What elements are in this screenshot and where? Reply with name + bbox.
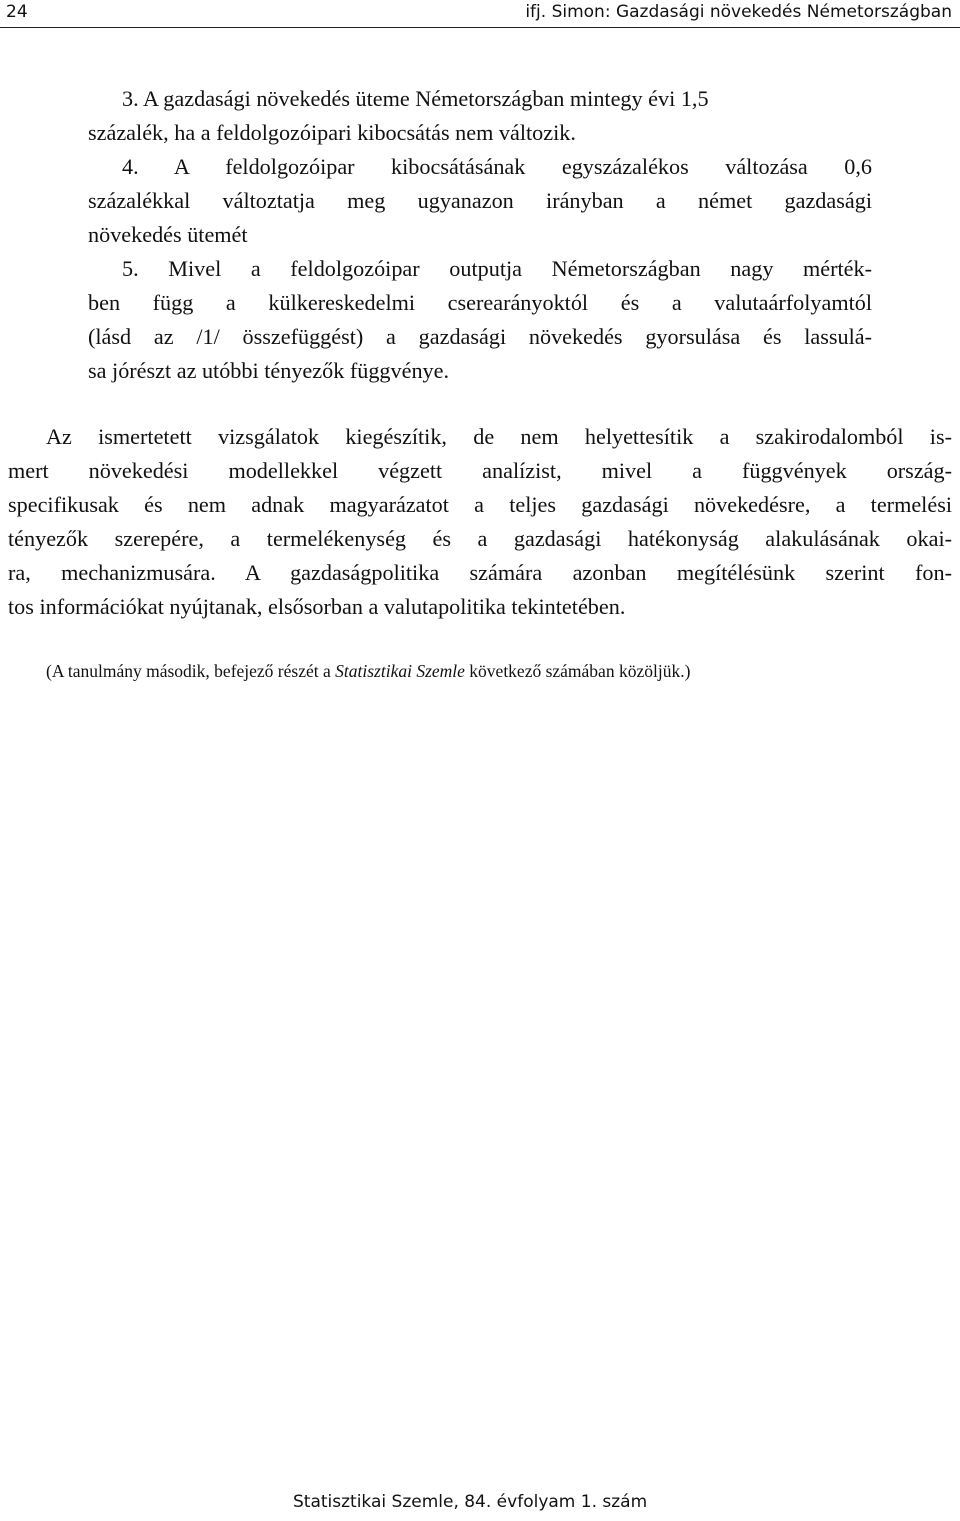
main-paragraph-line-4: tényezők szerepére, a termelékenység és a gazdasági hatékonyság alakulásának okai- bbox=[8, 526, 952, 551]
list-item-3-line-2: százalék, ha a feldolgozóipari kibocsátás nem változik. bbox=[88, 120, 576, 145]
page-header bbox=[0, 0, 960, 28]
page-number: 24 bbox=[6, 2, 28, 22]
list-item-4-line-1: 4. A feldolgozóipar kibocsátásának egyszázalékos változása 0,6 bbox=[122, 154, 872, 179]
continuation-note-before: (A tanulmány második, befejező részét a bbox=[46, 661, 336, 681]
header-rule bbox=[0, 27, 960, 28]
list-item-5-line-3: (lásd az /1/ összefüggést) a gazdasági növekedés gyorsulása és lassulá- bbox=[88, 324, 872, 349]
main-paragraph-line-3: specifikusak és nem adnak magyarázatot a teljes gazdasági növekedésre, a termelési bbox=[8, 492, 952, 517]
running-title: ifj. Simon: Gazdasági növekedés Németországban bbox=[525, 2, 952, 22]
list-item-5-line-1: 5. Mivel a feldolgozóipar outputja Németországban nagy mérték- bbox=[122, 256, 872, 281]
main-paragraph-line-2: mert növekedési modellekkel végzett analízist, mivel a függvények ország- bbox=[8, 458, 952, 483]
list-item-5-line-2: ben függ a külkereskedelmi cserearányoktól és a valutaárfolyamtól bbox=[88, 290, 872, 315]
main-paragraph-line-1: Az ismertetett vizsgálatok kiegészítik, de nem helyettesítik a szakirodalomból is- bbox=[46, 424, 952, 449]
continuation-note-after: következő számában közöljük.) bbox=[464, 661, 691, 681]
main-paragraph-line-6: tos információkat nyújtanak, elsősorban a valutapolitika tekintetében. bbox=[8, 594, 626, 619]
journal-title-italic: Statisztikai Szemle bbox=[335, 661, 465, 681]
continuation-note bbox=[46, 658, 946, 684]
page-footer: Statisztikai Szemle, 84. évfolyam 1. szám bbox=[293, 1492, 648, 1512]
list-item-3-line-1: 3. A gazdasági növekedés üteme Németországban mintegy évi 1,5 bbox=[122, 86, 709, 111]
list-item-5-line-4: sa jórészt az utóbbi tényezők függvénye. bbox=[88, 358, 450, 383]
list-item-4-line-3: növekedés ütemét bbox=[88, 222, 248, 247]
main-paragraph-line-5: ra, mechanizmusára. A gazdaságpolitika számára azonban megítélésünk szerint fon- bbox=[8, 560, 952, 585]
list-item-4-line-2: százalékkal változtatja meg ugyanazon irányban a német gazdasági bbox=[88, 188, 872, 213]
